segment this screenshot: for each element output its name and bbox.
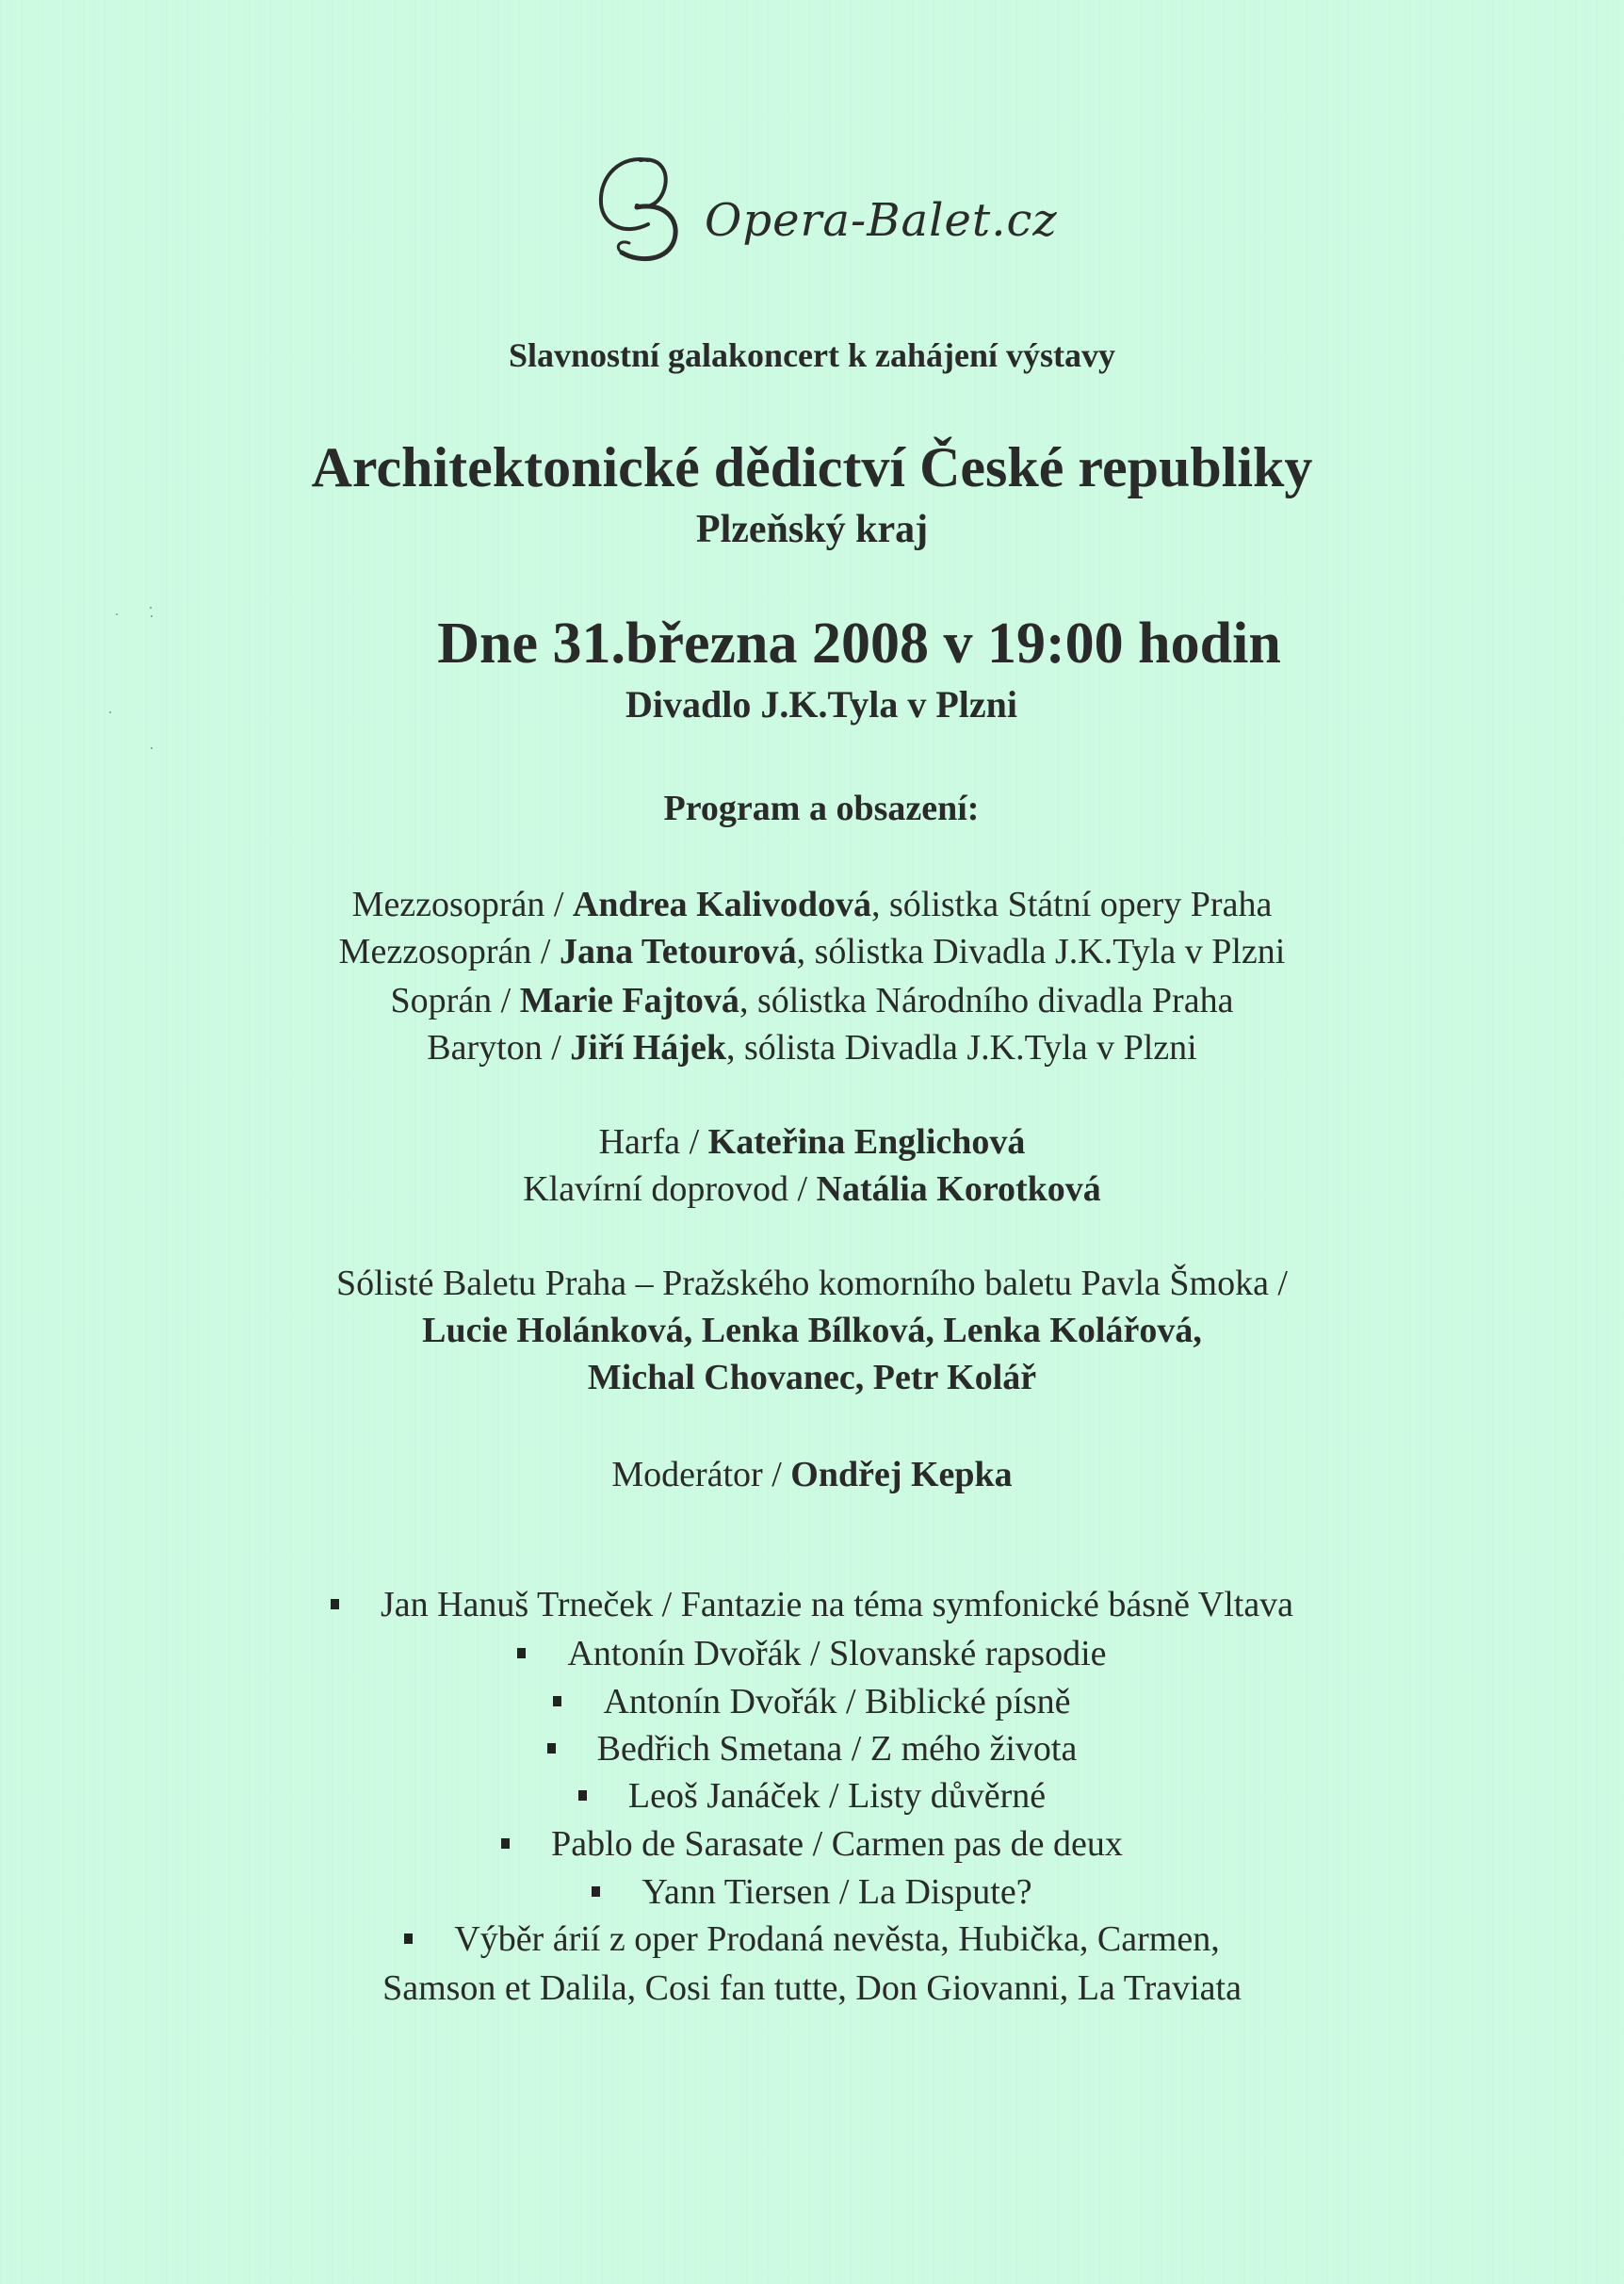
square-bullet-icon xyxy=(331,1599,339,1609)
program-item-text: Jan Hanuš Trneček / Fantazie na téma symfonické básně Vltava xyxy=(380,1585,1294,1624)
program-item-text: Pablo de Sarasate / Carmen pas de deux xyxy=(551,1824,1123,1864)
ballet-intro: Sólisté Baletu Praha – Pražského komorního baletu Pavla Šmoka / xyxy=(335,1264,1288,1303)
moderator-line xyxy=(0,1454,1624,1495)
ballet-names: Lucie Holánková, Lenka Bílková, Lenka Kolářová, xyxy=(422,1311,1202,1350)
moderator-name: Ondřej Kepka xyxy=(790,1455,1013,1494)
scan-speck xyxy=(150,607,152,609)
cast-line xyxy=(0,884,1624,925)
program-item xyxy=(0,1728,1624,1770)
cast-line xyxy=(0,980,1624,1021)
square-bullet-icon xyxy=(547,1743,556,1754)
cast-line xyxy=(0,1121,1624,1163)
cast-role: Soprán / xyxy=(390,981,520,1020)
event-title: Architektonické dědictví České republiky xyxy=(311,436,1313,498)
program-item-text: Bedřich Smetana / Z mého života xyxy=(596,1729,1078,1769)
cast-role: Harfa / xyxy=(598,1122,708,1162)
ob-monogram-icon xyxy=(593,149,706,271)
cast-name: Kateřina Englichová xyxy=(707,1122,1026,1162)
program-item-text: Antonín Dvořák / Biblické písně xyxy=(603,1682,1071,1721)
program-item xyxy=(0,1681,1624,1722)
program-heading: Program a obsazení: xyxy=(663,789,980,828)
event-date-time: Dne 31.března 2008 v 19:00 hodin xyxy=(437,612,1281,676)
program-item xyxy=(0,1918,1624,1960)
cast-name: Jiří Hájek xyxy=(570,1028,726,1068)
moderator-role: Moderátor / xyxy=(611,1455,791,1494)
cast-role: Mezzosoprán / xyxy=(351,885,573,924)
program-item xyxy=(0,1633,1624,1674)
program-item-text: Výběr árií z oper Prodaná nevěsta, Hubička, Carmen, xyxy=(454,1919,1220,1959)
square-bullet-icon xyxy=(553,1696,561,1706)
event-venue: Divadlo J.K.Tyla v Plzni xyxy=(625,683,1017,726)
ballet-names: Michal Chovanec, Petr Kolář xyxy=(587,1358,1037,1397)
cast-role: Mezzosoprán / xyxy=(338,932,560,971)
cast-line xyxy=(0,1168,1624,1210)
square-bullet-icon xyxy=(517,1648,526,1658)
cast-name: Andrea Kalivodová xyxy=(572,885,871,924)
program-item-text: Antonín Dvořák / Slovanské rapsodie xyxy=(567,1634,1107,1673)
cast-detail: , sólistka Divadla J.K.Tyla v Plzni xyxy=(796,932,1286,971)
cast-name: Marie Fajtová xyxy=(519,981,739,1020)
program-item xyxy=(0,1823,1624,1865)
cast-detail: , sólistka Státní opery Praha xyxy=(870,885,1273,924)
opera-balet-logo xyxy=(593,149,1058,318)
cast-line xyxy=(0,931,1624,972)
cast-name: Natália Korotková xyxy=(816,1169,1101,1209)
cast-detail: , sólistka Národního divadla Praha xyxy=(739,981,1234,1020)
program-item xyxy=(0,1871,1624,1913)
cast-line xyxy=(0,1027,1624,1069)
cast-role: Baryton / xyxy=(427,1028,571,1068)
cast-detail: , sólista Divadla J.K.Tyla v Plzni xyxy=(725,1028,1197,1068)
program-item-text: Leoš Janáček / Listy důvěrné xyxy=(627,1776,1047,1816)
program-item xyxy=(0,1584,1624,1625)
program-item xyxy=(0,1775,1624,1817)
square-bullet-icon xyxy=(501,1838,510,1849)
square-bullet-icon xyxy=(404,1933,413,1944)
square-bullet-icon xyxy=(578,1790,587,1801)
event-region: Plzeňský kraj xyxy=(695,508,929,551)
cast-name: Jana Tetourová xyxy=(559,932,797,971)
logo-wordmark: Opera-Balet.cz xyxy=(705,194,1058,247)
program-item-text: Yann Tiersen / La Dispute? xyxy=(641,1872,1032,1912)
event-subtitle: Slavnostní galakoncert k zahájení výstavy xyxy=(508,336,1116,374)
program-item-continuation: Samson et Dalila, Cosi fan tutte, Don Giovanni, La Traviata xyxy=(382,1968,1242,2008)
cast-role: Klavírní doprovod / xyxy=(523,1169,817,1209)
square-bullet-icon xyxy=(592,1886,600,1897)
scan-speck xyxy=(151,747,153,749)
